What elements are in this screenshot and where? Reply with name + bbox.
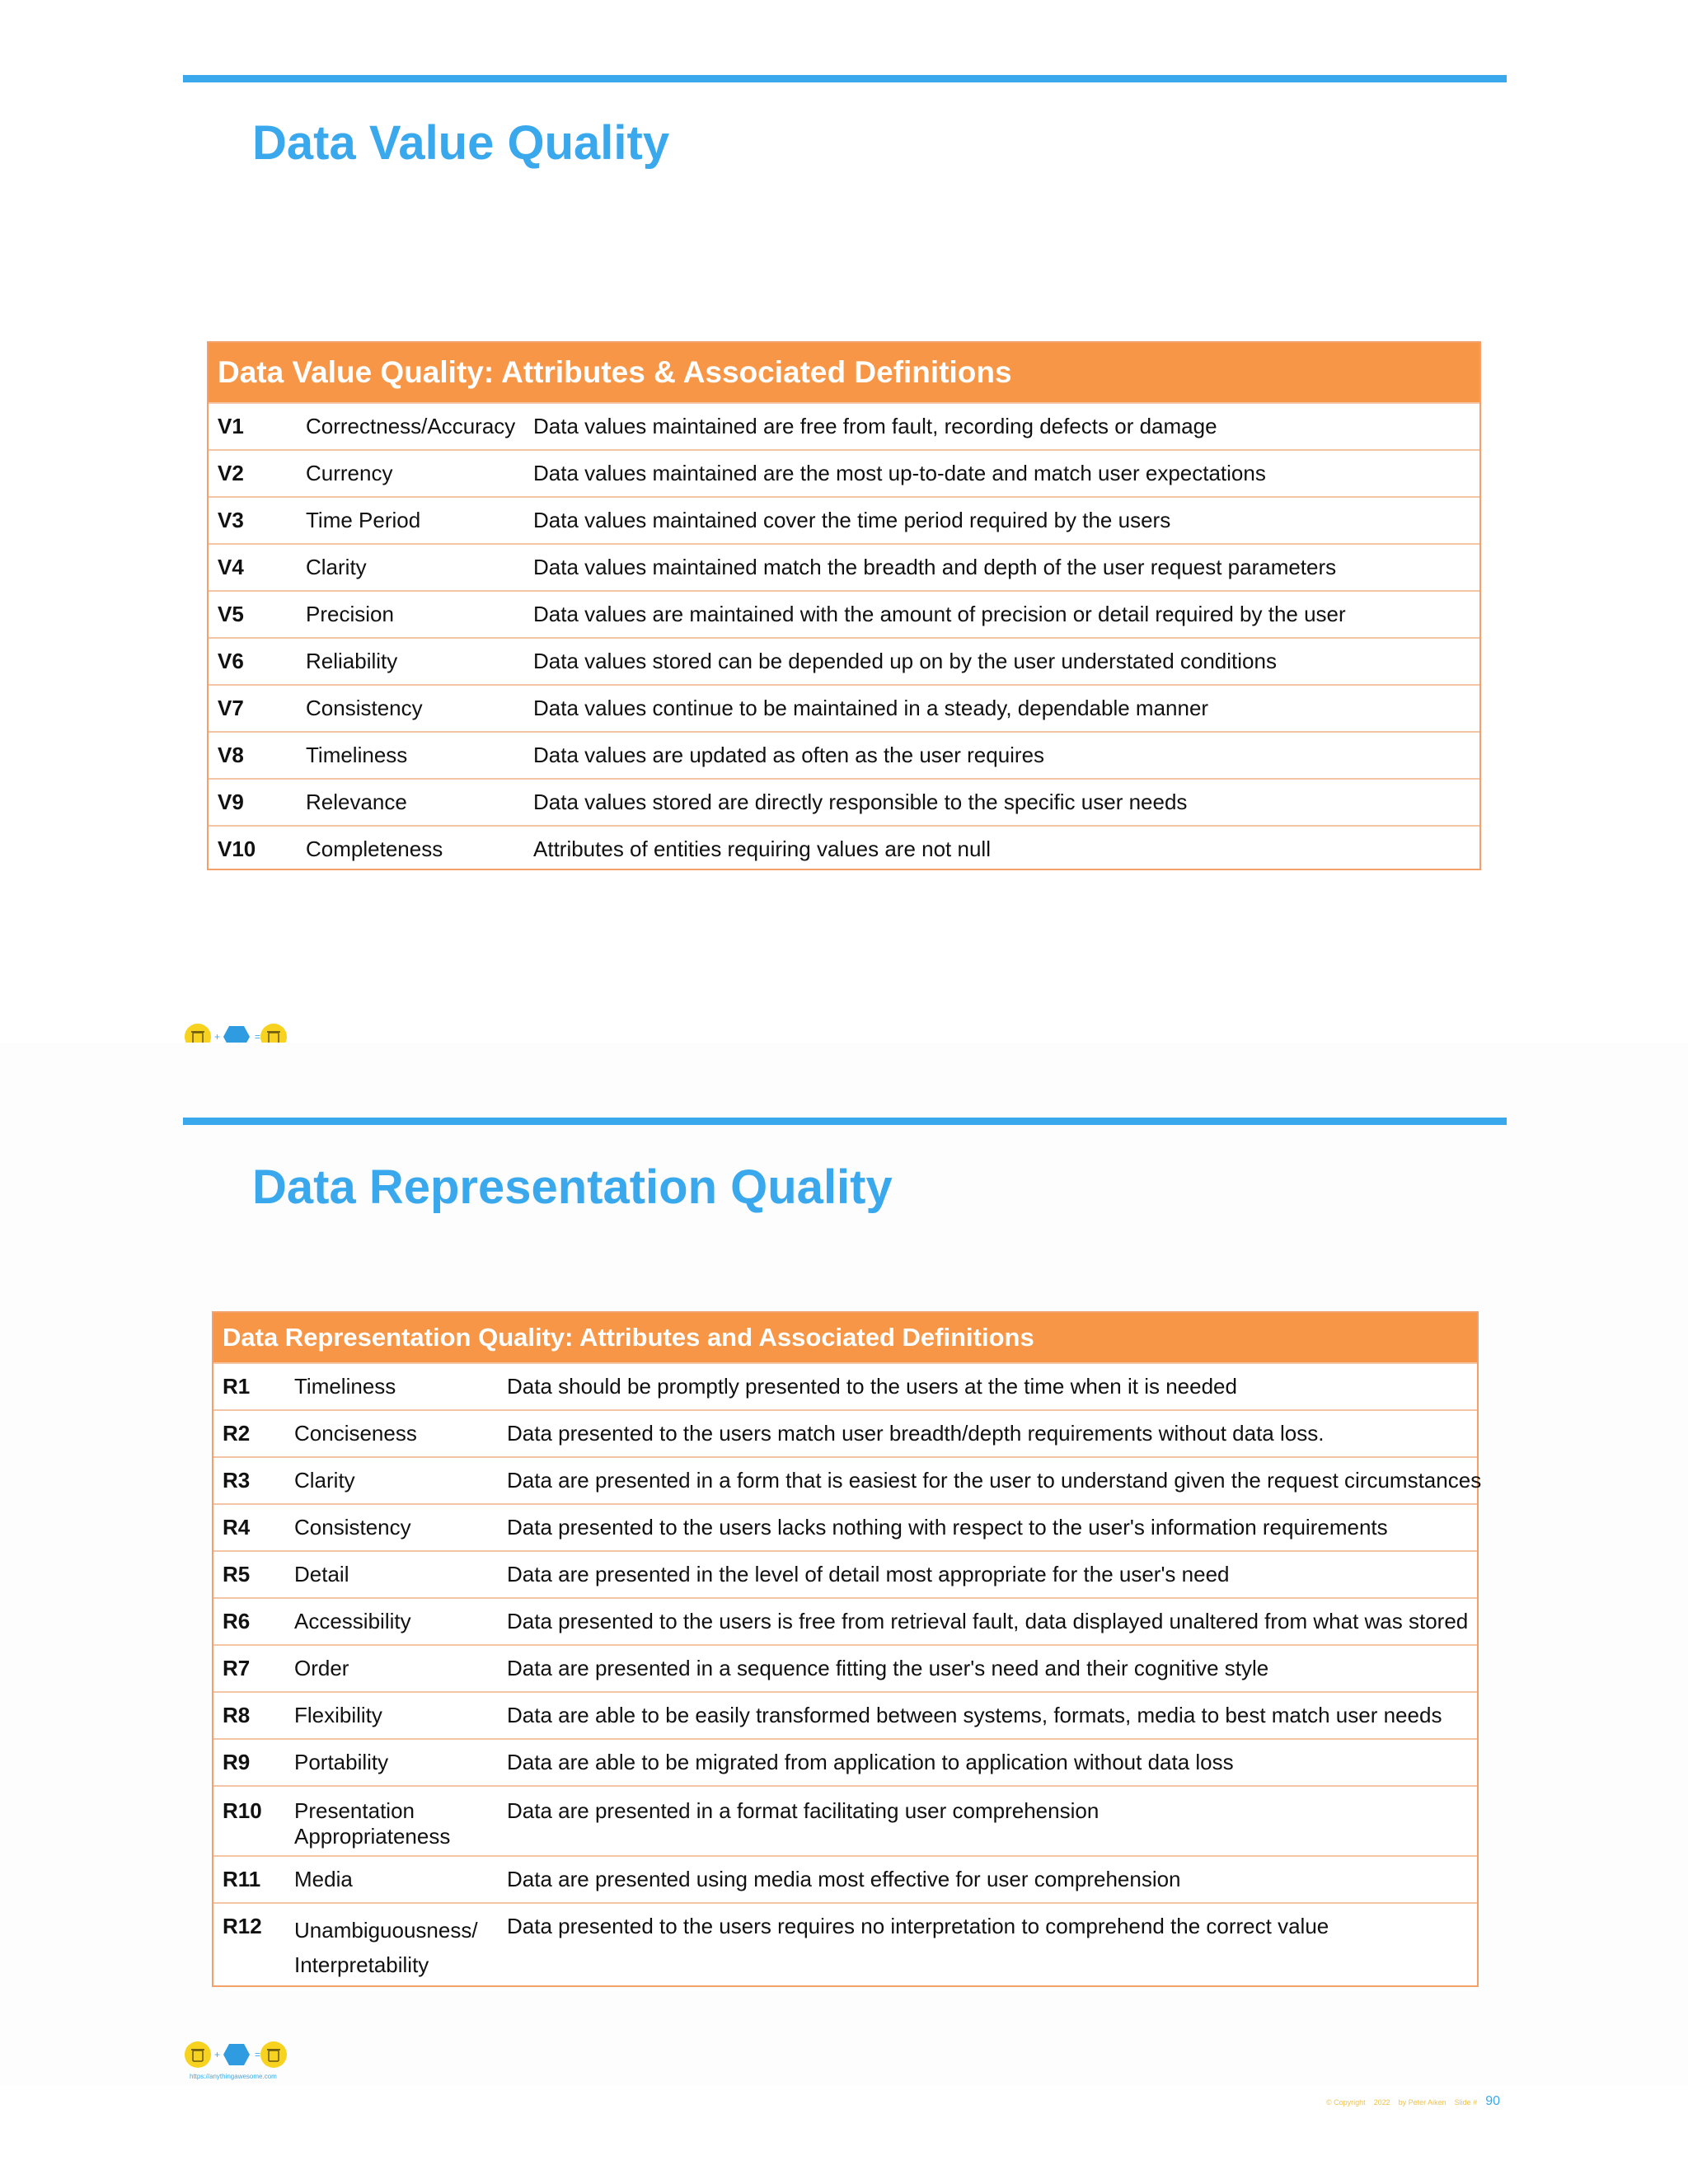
slide-title: Data Representation Quality — [252, 1160, 893, 1214]
footer-copyright: © Copyright — [1325, 2098, 1366, 2107]
row-definition: Data are presented in a form that is easiest for the user to understand given the request circumstances — [507, 1468, 1482, 1493]
row-code: V7 — [218, 696, 244, 720]
row-code: R9 — [223, 1750, 251, 1774]
trash-icon — [260, 2041, 287, 2068]
svg-text:+: + — [214, 2049, 221, 2060]
row-definition: Data are presented in a format facilitating user comprehension — [507, 1798, 1100, 1823]
table-row — [213, 1785, 1477, 1855]
row-code: R7 — [223, 1656, 251, 1680]
table-row — [213, 1855, 1477, 1902]
row-definition: Data presented to the users requires no interpretation to comprehend the correct value — [507, 1914, 1329, 1938]
row-attribute: Media — [294, 1866, 353, 1891]
row-code: R8 — [223, 1703, 251, 1727]
table-title: Data Value Quality: Attributes & Associated Definitions — [209, 343, 1479, 402]
row-definition: Data values stored are directly responsible to the specific user needs — [533, 790, 1188, 814]
row-code: V9 — [218, 790, 244, 814]
row-code: V5 — [218, 602, 244, 626]
slide-data-value-quality — [0, 0, 1688, 1043]
row-attribute: Consistency — [294, 1514, 411, 1540]
logo-url: https://anythingawesome.com — [190, 2073, 277, 2080]
trash-icon — [185, 2041, 211, 2068]
row-attribute: Currency — [306, 461, 393, 485]
row-code: R2 — [223, 1421, 251, 1446]
footer-slide-label: Slide # — [1454, 2098, 1478, 2107]
row-attribute: Presentation Appropriateness — [294, 1798, 451, 1849]
row-attribute: Unambiguousness/ Interpretability — [294, 1918, 478, 1977]
svg-text:=: = — [255, 2049, 261, 2060]
table-row — [209, 543, 1479, 590]
table-row — [213, 1902, 1477, 1983]
top-accent-bar — [183, 75, 1507, 82]
row-definition: Data values maintained are free from fault, recording defects or damage — [533, 414, 1217, 438]
table-row — [209, 402, 1479, 449]
row-attribute: Accessibility — [294, 1608, 411, 1633]
row-attribute: Conciseness — [294, 1420, 417, 1446]
row-attribute: Timeliness — [306, 743, 408, 767]
table-row — [213, 1550, 1477, 1597]
row-attribute: Flexibility — [294, 1702, 382, 1727]
row-attribute: Precision — [306, 602, 394, 626]
table-row — [213, 1691, 1477, 1738]
slide-title: Data Value Quality — [252, 116, 670, 170]
thing-hexagon-icon — [223, 2044, 250, 2065]
row-code: V1 — [218, 414, 244, 438]
table-row — [213, 1362, 1477, 1409]
row-code: R4 — [223, 1515, 251, 1540]
row-attribute: Correctness/Accuracy — [306, 414, 516, 438]
table-title: Data Representation Quality: Attributes and Associated Definitions — [213, 1313, 1477, 1362]
row-code: R1 — [223, 1374, 251, 1399]
table-row — [209, 496, 1479, 543]
row-code: R5 — [223, 1562, 251, 1586]
footer-author: by Peter Aiken — [1398, 2098, 1447, 2107]
row-code: V4 — [218, 555, 244, 579]
table-row — [209, 449, 1479, 496]
row-definition: Data are presented using media most effective for user comprehension — [507, 1867, 1181, 1891]
top-accent-bar — [183, 1118, 1507, 1125]
table-row — [209, 825, 1479, 872]
row-attribute: Order — [294, 1655, 349, 1680]
table-row — [209, 684, 1479, 731]
table-row — [213, 1503, 1477, 1550]
row-code: V8 — [218, 743, 244, 767]
row-attribute: Consistency — [306, 696, 423, 720]
slide-data-representation-quality — [0, 1043, 1688, 2108]
row-code: V3 — [218, 508, 244, 532]
table-row — [213, 1409, 1477, 1456]
table-row — [209, 590, 1479, 637]
row-code: V6 — [218, 649, 244, 673]
table-row — [209, 778, 1479, 825]
slide-footer — [1326, 2094, 1500, 2109]
row-code: R10 — [223, 1798, 262, 1823]
row-definition: Data values maintained match the breadth and depth of the user request parameters — [533, 555, 1337, 579]
row-code: R6 — [223, 1609, 251, 1633]
attributes-table — [207, 341, 1481, 870]
row-attribute: Reliability — [306, 649, 398, 673]
row-definition: Data are presented in a sequence fitting the user's need and their cognitive style — [507, 1656, 1269, 1680]
svg-text:+: + — [214, 1031, 221, 1043]
row-code: R3 — [223, 1468, 251, 1493]
row-definition: Data are able to be easily transformed between systems, formats, media to best match user needs — [507, 1703, 1442, 1727]
row-definition: Data values maintained are the most up-to-date and match user expectations — [533, 461, 1266, 485]
page-number: 90 — [1485, 2094, 1500, 2108]
table-row — [213, 1738, 1477, 1785]
table-row — [209, 637, 1479, 684]
row-code: R11 — [223, 1867, 261, 1891]
row-definition: Data are presented in the level of detail most appropriate for the user's need — [507, 1562, 1230, 1586]
row-definition: Data values are updated as often as the user requires — [533, 743, 1045, 767]
row-code: V2 — [218, 461, 244, 485]
anything-awesome-logo[interactable] — [183, 2038, 307, 2081]
row-attribute: Clarity — [294, 1467, 355, 1493]
svg-text:=: = — [255, 1031, 261, 1043]
row-definition: Attributes of entities requiring values are not null — [533, 837, 991, 861]
row-definition: Data presented to the users match user breadth/depth requirements without data loss. — [507, 1421, 1325, 1446]
row-attribute: Clarity — [306, 555, 367, 579]
row-code: V10 — [218, 837, 256, 861]
row-definition: Data should be promptly presented to the users at the time when it is needed — [507, 1374, 1237, 1399]
row-attribute: Timeliness — [294, 1373, 396, 1399]
row-definition: Data values are maintained with the amount of precision or detail required by the user — [533, 602, 1346, 626]
table-row — [213, 1644, 1477, 1691]
row-definition: Data values continue to be maintained in a steady, dependable manner — [533, 696, 1209, 720]
row-definition: Data presented to the users lacks nothing with respect to the user's information requirements — [507, 1515, 1388, 1540]
table-row — [209, 731, 1479, 778]
row-definition: Data values maintained cover the time period required by the users — [533, 508, 1171, 532]
footer-year: 2022 — [1373, 2098, 1390, 2107]
row-definition: Data presented to the users is free from retrieval fault, data displayed unaltered from what was stored — [507, 1609, 1469, 1633]
row-code: R12 — [223, 1914, 262, 1938]
row-attribute: Portability — [294, 1749, 389, 1774]
row-definition: Data values stored can be depended up on by the user understated conditions — [533, 649, 1277, 673]
table-row — [213, 1456, 1482, 1503]
row-definition: Data are able to be migrated from application to application without data loss — [507, 1750, 1234, 1774]
row-attribute: Completeness — [306, 837, 443, 861]
row-attribute: Detail — [294, 1561, 349, 1586]
row-attribute: Time Period — [306, 508, 421, 532]
attributes-table — [212, 1311, 1482, 1987]
row-attribute: Relevance — [306, 790, 407, 814]
table-row — [213, 1597, 1477, 1644]
